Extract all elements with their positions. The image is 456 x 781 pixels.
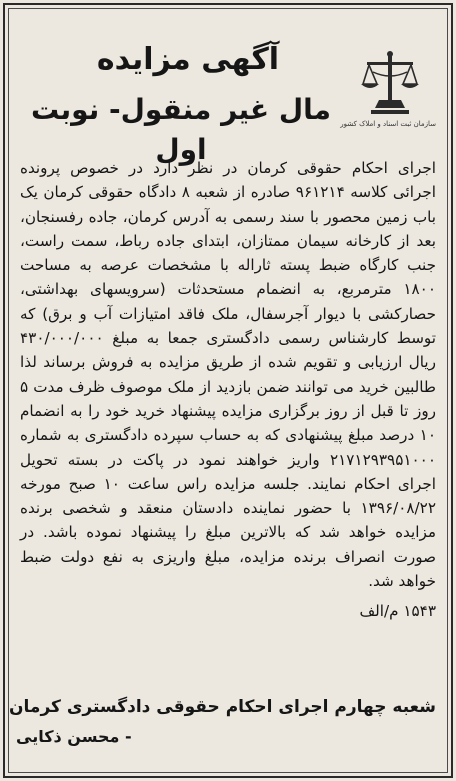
signer-name: - محسن ذکایی	[16, 727, 132, 746]
notice-body	[20, 156, 436, 593]
issuing-office: شعبه چهارم اجرای احکام حقوقی دادگستری کرمان	[9, 697, 436, 717]
emblem	[340, 50, 436, 129]
notice-title: آگهی مزایده	[96, 42, 280, 77]
emblem-caption: سازمان ثبت اسناد و املاک کشور	[340, 120, 436, 128]
notice-paragraph: اجرای احکام حقوقی کرمان در نظر دارد در خصوص پرونده اجرائی کلاسه ۹۶۱۲۱۴ صادره از شعبه ۸ دادگاه حقوقی کرمان یک باب زمین محصور با سند رسمی به آدرس کرمان، جاده رفسنجان، بعد از کارخانه سیمان ممتازان، ابتدای جاده رباط، سمت راست، جنب کارگاه ضبط پسته ثاراله با مشخصات عرصه به مساحت ۱۸۰۰ مترمربع، به انضمام مستحدثات (سرویسهای بهداشتی، حصارکشی با دیوار آجرسفال، ملک فاقد امتیازات آب و برق) که توسط کارشناس رسمی دادگستری جمعا به مبلغ ۴۳۰/۰۰۰/۰۰۰ ریال ارزیابی و تقویم شده از طریق مزایده به فروش برساند لذا طالبین خرید می توانند ضمن بازدید از ملک موصوف ظرف مدت ۵ روز تا قبل از روز برگزاری مزایده پیشنهاد خرید خود را به انضمام ۱۰ درصد مبلغ پیشنهادی که به حساب سپرده دادگستری به شماره ۲۱۷۱۲۹۳۹۵۱۰۰۰ واریز خواهند نمود در پاکت در بسته تحویل اجرای احکام نمایند. جلسه مزایده راس ساعت ۱۰ صبح مورخه ۱۳۹۶/۰۸/۲۲ با حضور نماینده دادستان منعقد و شخصی برنده مزایده خواهد شد که بالاترین مبلغ را پیشنهاد نموده باشد. در صورت انصراف برنده مزایده، مبلغ واریزی به نفع دولت ضبط خواهد شد.	[20, 159, 436, 591]
notice-header	[12, 40, 444, 166]
notice-footer	[9, 692, 436, 752]
notice-subtitle: مال غیر منقول- نوبت اول	[31, 93, 331, 166]
reference-number: ۱۵۴۳ م/الف	[359, 602, 436, 620]
judiciary-scales-emblem-icon	[344, 50, 436, 118]
